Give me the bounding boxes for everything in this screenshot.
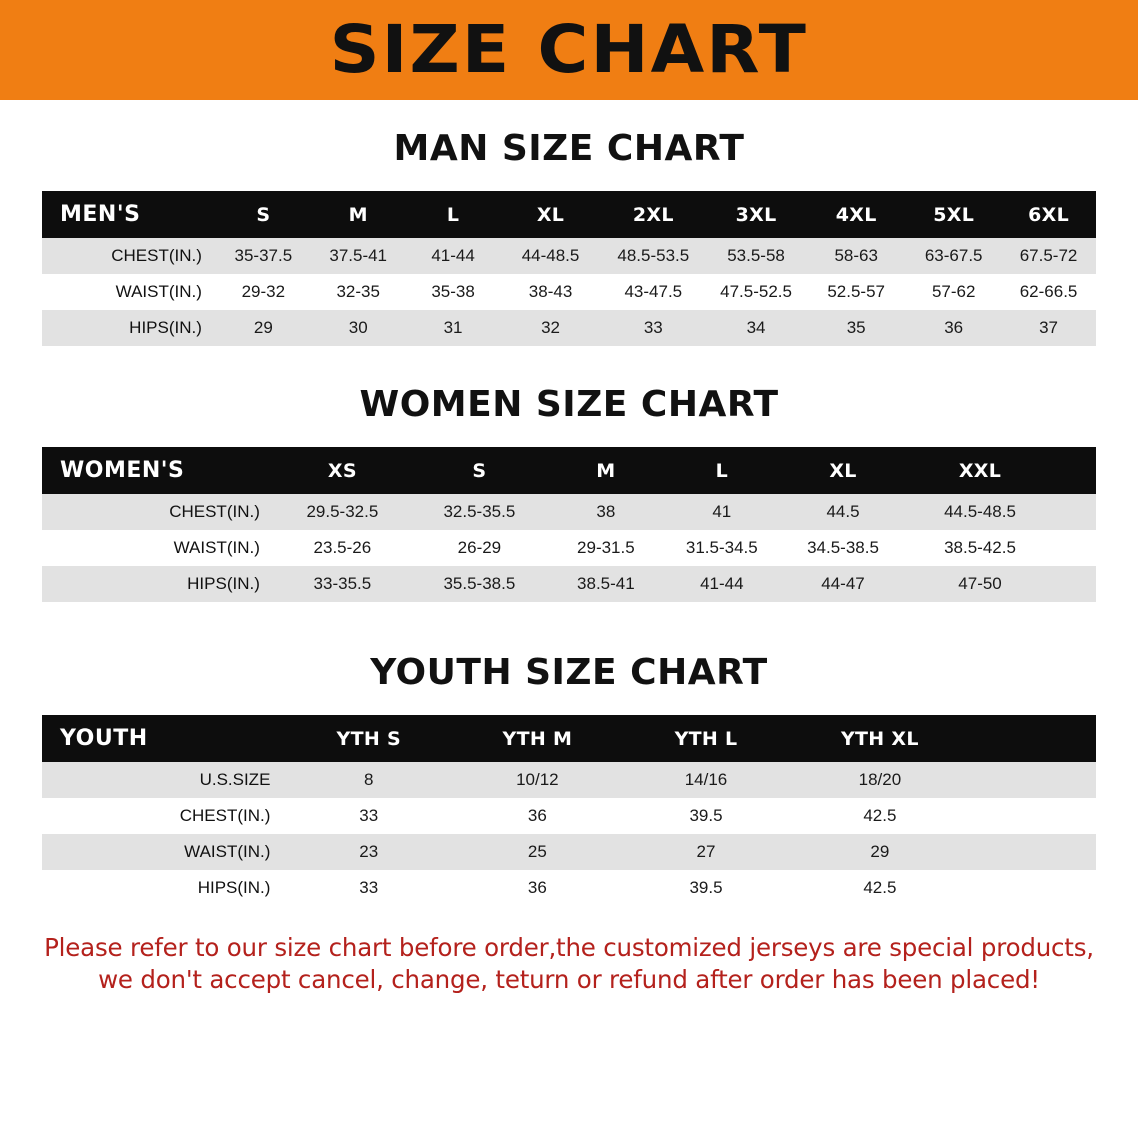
- man-waist-xl: 38-43: [500, 274, 600, 310]
- youth-row-hips-label: HIPS(IN.): [42, 870, 284, 906]
- youth-ussize-xl: 18/20: [790, 762, 969, 798]
- table-row: [42, 566, 1096, 602]
- man-chest-2xl: 48.5-53.5: [601, 238, 706, 274]
- man-hips-5xl: 36: [906, 310, 1001, 346]
- disclaimer-line-2: we don't accept cancel, change, teturn or refund after order has been placed!: [98, 965, 1040, 995]
- table-row: [42, 238, 1096, 274]
- youth-waist-s: 23: [284, 834, 453, 870]
- women-hips-xxl: 47-50: [906, 566, 1054, 602]
- man-waist-s: 29-32: [216, 274, 311, 310]
- man-row-waist-label: WAIST(IN.): [42, 274, 216, 310]
- man-hips-3xl: 34: [706, 310, 806, 346]
- man-waist-5xl: 57-62: [906, 274, 1001, 310]
- man-chest-6xl: 67.5-72: [1001, 238, 1096, 274]
- page-banner: [0, 0, 1138, 100]
- man-chest-l: 41-44: [406, 238, 501, 274]
- youth-chest-spacer: [969, 798, 1096, 834]
- women-hips-spacer: [1054, 566, 1096, 602]
- man-row-chest-label: CHEST(IN.): [42, 238, 216, 274]
- man-hips-6xl: 37: [1001, 310, 1096, 346]
- table-row: [42, 870, 1096, 906]
- man-waist-m: 32-35: [311, 274, 406, 310]
- man-header-4xl: 4XL: [806, 191, 906, 238]
- women-chest-xl: 44.5: [780, 494, 906, 530]
- table-row: [42, 530, 1096, 566]
- man-waist-l: 35-38: [406, 274, 501, 310]
- women-hips-xl: 44-47: [780, 566, 906, 602]
- women-waist-xl: 34.5-38.5: [780, 530, 906, 566]
- man-chest-5xl: 63-67.5: [906, 238, 1001, 274]
- man-waist-2xl: 43-47.5: [601, 274, 706, 310]
- women-chest-m: 38: [548, 494, 664, 530]
- women-row-hips-label: HIPS(IN.): [42, 566, 274, 602]
- youth-section-heading: YOUTH SIZE CHART: [370, 652, 768, 693]
- women-header-s: S: [411, 447, 548, 494]
- man-hips-m: 30: [311, 310, 406, 346]
- youth-header-l: YTH L: [622, 715, 791, 762]
- disclaimer-line-1: Please refer to our size chart before order,the customized jerseys are special products,: [44, 933, 1094, 962]
- man-chest-4xl: 58-63: [806, 238, 906, 274]
- man-header-m: M: [311, 191, 406, 238]
- man-row-hips-label: HIPS(IN.): [42, 310, 216, 346]
- youth-row-ussize-label: U.S.SIZE: [42, 762, 284, 798]
- youth-header-xl: YTH XL: [790, 715, 969, 762]
- women-header-label: WOMEN'S: [42, 447, 274, 494]
- women-hips-xs: 33-35.5: [274, 566, 411, 602]
- women-header-xs: XS: [274, 447, 411, 494]
- women-waist-s: 26-29: [411, 530, 548, 566]
- man-header-2xl: 2XL: [601, 191, 706, 238]
- table-row: [42, 834, 1096, 870]
- youth-hips-xl: 42.5: [790, 870, 969, 906]
- youth-waist-m: 25: [453, 834, 622, 870]
- youth-hips-s: 33: [284, 870, 453, 906]
- youth-hips-spacer: [969, 870, 1096, 906]
- women-hips-l: 41-44: [664, 566, 780, 602]
- women-hips-m: 38.5-41: [548, 566, 664, 602]
- women-chest-spacer: [1054, 494, 1096, 530]
- women-hips-s: 35.5-38.5: [411, 566, 548, 602]
- youth-row-chest-label: CHEST(IN.): [42, 798, 284, 834]
- youth-header-s: YTH S: [284, 715, 453, 762]
- man-hips-l: 31: [406, 310, 501, 346]
- women-waist-spacer: [1054, 530, 1096, 566]
- youth-waist-spacer: [969, 834, 1096, 870]
- man-hips-4xl: 35: [806, 310, 906, 346]
- women-table-header-row: [42, 447, 1096, 494]
- page-title: SIZE CHART: [329, 11, 809, 88]
- women-waist-m: 29-31.5: [548, 530, 664, 566]
- youth-size-table: [42, 715, 1096, 906]
- man-header-label: MEN'S: [42, 191, 216, 238]
- man-chest-m: 37.5-41: [311, 238, 406, 274]
- youth-chest-l: 39.5: [622, 798, 791, 834]
- women-chest-xs: 29.5-32.5: [274, 494, 411, 530]
- man-chest-3xl: 53.5-58: [706, 238, 806, 274]
- man-table-header-row: [42, 191, 1096, 238]
- women-table-wrap: [42, 447, 1096, 602]
- women-header-spacer: [1054, 447, 1096, 494]
- man-waist-3xl: 47.5-52.5: [706, 274, 806, 310]
- table-row: [42, 274, 1096, 310]
- women-header-m: M: [548, 447, 664, 494]
- women-row-waist-label: WAIST(IN.): [42, 530, 274, 566]
- man-header-l: L: [406, 191, 501, 238]
- man-section-heading: MAN SIZE CHART: [393, 128, 745, 169]
- youth-table-wrap: [42, 715, 1096, 906]
- women-waist-xs: 23.5-26: [274, 530, 411, 566]
- women-waist-xxl: 38.5-42.5: [906, 530, 1054, 566]
- youth-chest-m: 36: [453, 798, 622, 834]
- women-section-heading: WOMEN SIZE CHART: [359, 384, 779, 425]
- women-header-xxl: XXL: [906, 447, 1054, 494]
- man-header-s: S: [216, 191, 311, 238]
- man-hips-xl: 32: [500, 310, 600, 346]
- man-hips-2xl: 33: [601, 310, 706, 346]
- man-size-table: [42, 191, 1096, 346]
- youth-waist-l: 27: [622, 834, 791, 870]
- youth-header-label: YOUTH: [42, 715, 284, 762]
- man-header-xl: XL: [500, 191, 600, 238]
- youth-ussize-s: 8: [284, 762, 453, 798]
- man-hips-s: 29: [216, 310, 311, 346]
- table-row: [42, 798, 1096, 834]
- table-row: [42, 494, 1096, 530]
- women-waist-l: 31.5-34.5: [664, 530, 780, 566]
- youth-table-header-row: [42, 715, 1096, 762]
- youth-row-waist-label: WAIST(IN.): [42, 834, 284, 870]
- women-chest-s: 32.5-35.5: [411, 494, 548, 530]
- youth-hips-m: 36: [453, 870, 622, 906]
- women-header-l: L: [664, 447, 780, 494]
- table-row: [42, 762, 1096, 798]
- women-header-xl: XL: [780, 447, 906, 494]
- table-row: [42, 310, 1096, 346]
- youth-hips-l: 39.5: [622, 870, 791, 906]
- man-waist-4xl: 52.5-57: [806, 274, 906, 310]
- youth-waist-xl: 29: [790, 834, 969, 870]
- youth-ussize-m: 10/12: [453, 762, 622, 798]
- youth-header-spacer: [969, 715, 1096, 762]
- women-size-table: [42, 447, 1096, 602]
- youth-ussize-l: 14/16: [622, 762, 791, 798]
- man-header-5xl: 5XL: [906, 191, 1001, 238]
- man-header-6xl: 6XL: [1001, 191, 1096, 238]
- man-waist-6xl: 62-66.5: [1001, 274, 1096, 310]
- man-table-wrap: [42, 191, 1096, 346]
- man-header-3xl: 3XL: [706, 191, 806, 238]
- youth-chest-xl: 42.5: [790, 798, 969, 834]
- women-chest-l: 41: [664, 494, 780, 530]
- women-row-chest-label: CHEST(IN.): [42, 494, 274, 530]
- youth-chest-s: 33: [284, 798, 453, 834]
- youth-header-m: YTH M: [453, 715, 622, 762]
- disclaimer-note: [38, 932, 1100, 997]
- women-chest-xxl: 44.5-48.5: [906, 494, 1054, 530]
- man-chest-xl: 44-48.5: [500, 238, 600, 274]
- man-chest-s: 35-37.5: [216, 238, 311, 274]
- youth-ussize-spacer: [969, 762, 1096, 798]
